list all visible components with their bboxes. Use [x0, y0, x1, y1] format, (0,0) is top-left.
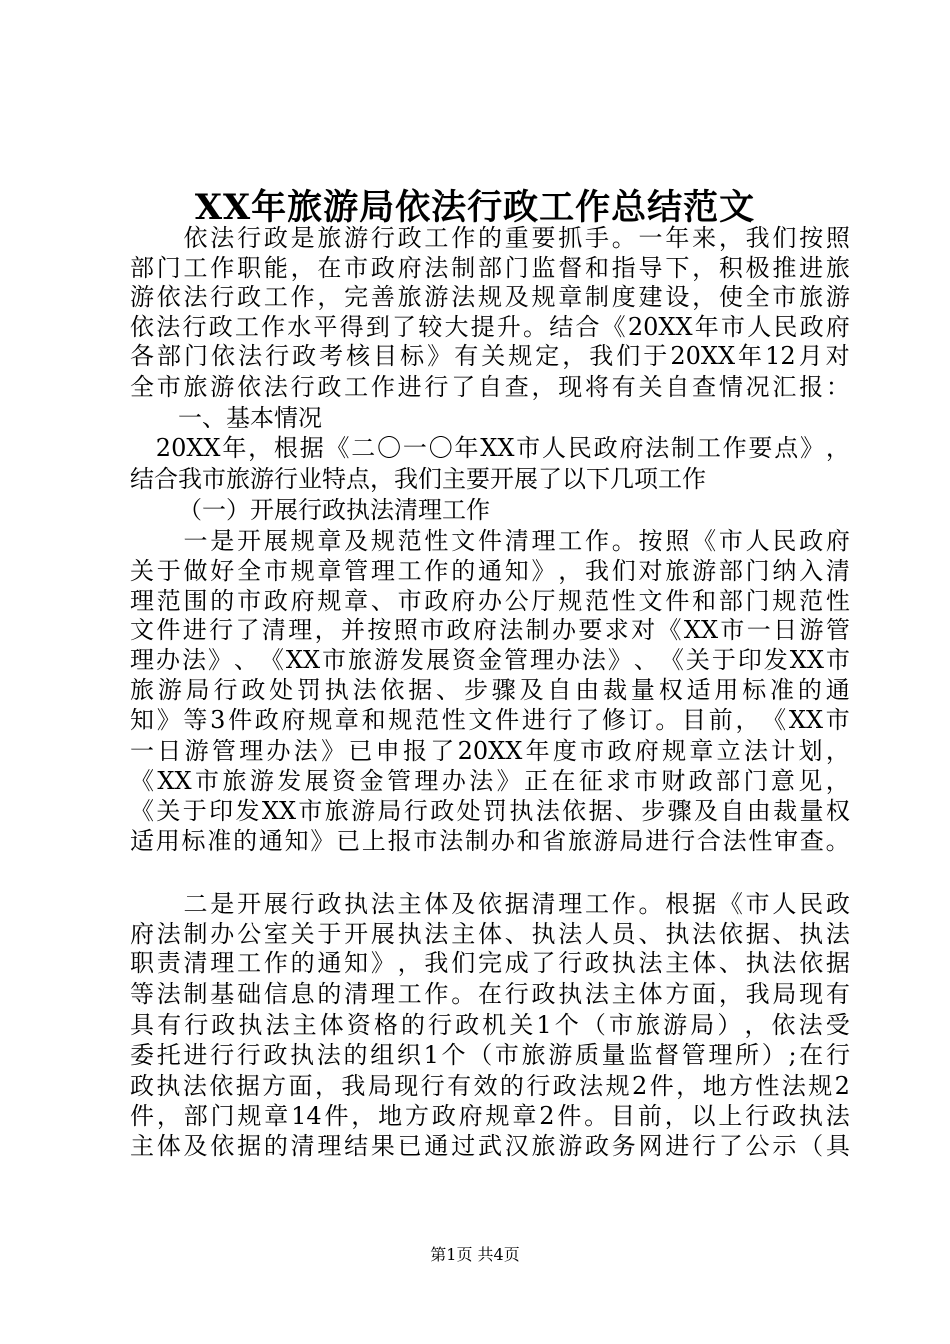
- text-line: 《 关 于 印 发 XX 市 旅 游 局 行 政 处 罚 执 法 依 据 、 步 骤 及 自 由 裁 量 权: [130, 797, 850, 825]
- text-line: 依 法 行 政 工 作 水 平 得 到 了 较 大 提 升 。 结 合 《 20XX 年 市 人 民 政 府: [130, 313, 850, 341]
- text-line: 依 法 行 政 是 旅 游 行 政 工 作 的 重 要 抓 手 。 一 年 来 ， 我 们 按 照: [183, 224, 850, 252]
- text-line: 等 法 制 基 础 信 息 的 清 理 工 作 。 在 行 政 执 法 主 体 方 面 ， 我 局 现 有: [130, 980, 850, 1008]
- text-line: 二 是 开 展 行 政 执 法 主 体 及 依 据 清 理 工 作 。 根 据 《 市 人 民 政: [183, 890, 850, 918]
- text-line: 职 责 清 理 工 作 的 通 知 》 ， 我 们 完 成 了 行 政 执 法 主 体 、 执 法 依 据: [130, 949, 850, 977]
- text-line: 委 托 进 行 行 政 执 法 的 组 织 1 个 （ 市 旅 游 质 量 监 督 管 理 所 ） ; 在 行: [130, 1041, 850, 1069]
- text-line: 一 日 游 管 理 办 法 》 已 申 报 了 20XX 年 度 市 政 府 规 章 立 法 计 划 ，: [130, 737, 850, 765]
- text-line: 政 执 法 依 据 方 面 ， 我 局 现 行 有 效 的 行 政 法 规 2 件 ， 地 方 性 法 规 2: [130, 1072, 850, 1100]
- text-line: 理 办 法 》 、 《 XX 市 旅 游 发 展 资 金 管 理 办 法 》 、 《 关 于 印 发 XX 市: [130, 646, 850, 674]
- text-line: 适 用 标 准 的 通 知 》 已 上 报 市 法 制 办 和 省 旅 游 局 进 行 合 法 性 审 查 。: [130, 827, 850, 855]
- text-line: 全 市 旅 游 依 法 行 政 工 作 进 行 了 自 查 ， 现 将 有 关 自 查 情 况 汇 报 ：: [130, 373, 850, 401]
- text-line: 件 ， 部 门 规 章 14 件 ， 地 方 政 府 规 章 2 件 。 目 前 ， 以 上 行 政 执 法: [130, 1102, 850, 1130]
- text-line: 结 合 我 市 旅 游 行 业 特 点 ， 我 们 主 要 开 展 了 以 下 几 项 工 作: [130, 465, 706, 493]
- text-line: 一 是 开 展 规 章 及 规 范 性 文 件 清 理 工 作 。 按 照 《 市 人 民 政 府: [183, 527, 850, 555]
- text-line: 部 门 工 作 职 能 ， 在 市 政 府 法 制 部 门 监 督 和 指 导 下 ， 积 极 推 进 旅: [130, 254, 850, 282]
- page-footer: 第1页 共4页: [430, 1245, 520, 1264]
- text-line: （ 一 ） 开 展 行 政 执 法 清 理 工 作: [178, 496, 490, 524]
- text-line: 理 范 围 的 市 政 府 规 章 、 市 政 府 办 公 厅 规 范 性 文 件 和 部 门 规 范 性: [130, 587, 850, 615]
- text-line: 各 部 门 依 法 行 政 考 核 目 标 》 有 关 规 定 ， 我 们 于 20XX 年 12 月 对: [130, 342, 850, 370]
- text-line: 具 有 行 政 执 法 主 体 资 格 的 行 政 机 关 1 个 （ 市 旅 游 局 ） ， 依 法 受: [130, 1011, 850, 1039]
- text-line: 20XX 年 ， 根 据 《 二 〇 一 〇 年 XX 市 人 民 政 府 法 制 工 作 要 点 》 ，: [155, 434, 850, 462]
- text-line: 游 依 法 行 政 工 作 ， 完 善 旅 游 法 规 及 规 章 制 度 建 设 ， 使 全 市 旅 游: [130, 283, 850, 311]
- text-line: 主 体 及 依 据 的 清 理 结 果 已 通 过 武 汉 旅 游 政 务 网 进 行 了 公 示 （ 具: [130, 1132, 850, 1160]
- text-line: 府 法 制 办 公 室 关 于 开 展 执 法 主 体 、 执 法 人 员 、 执 法 依 据 、 执 法: [130, 920, 850, 948]
- text-line: 旅 游 局 行 政 处 罚 执 法 依 据 、 步 骤 及 自 由 裁 量 权 适 用 标 准 的 通: [130, 676, 850, 704]
- page-title: XX年旅游局依法行政工作总结范文: [194, 187, 756, 228]
- text-line: 关 于 做 好 全 市 规 章 管 理 工 作 的 通 知 》 ， 我 们 对 旅 游 部 门 纳 入 清: [130, 557, 850, 585]
- text-line: 一 、 基 本 情 况: [178, 404, 322, 432]
- text-line: 文 件 进 行 了 清 理 ， 并 按 照 市 政 府 法 制 办 要 求 对 《 XX 市 一 日 游 管: [130, 616, 850, 644]
- text-line: 知 》 等 3 件 政 府 规 章 和 规 范 性 文 件 进 行 了 修 订 。 目 前 ， 《 XX 市: [130, 706, 850, 734]
- text-line: 《 XX 市 旅 游 发 展 资 金 管 理 办 法 》 正 在 征 求 市 财 政 部 门 意 见 ，: [130, 767, 850, 795]
